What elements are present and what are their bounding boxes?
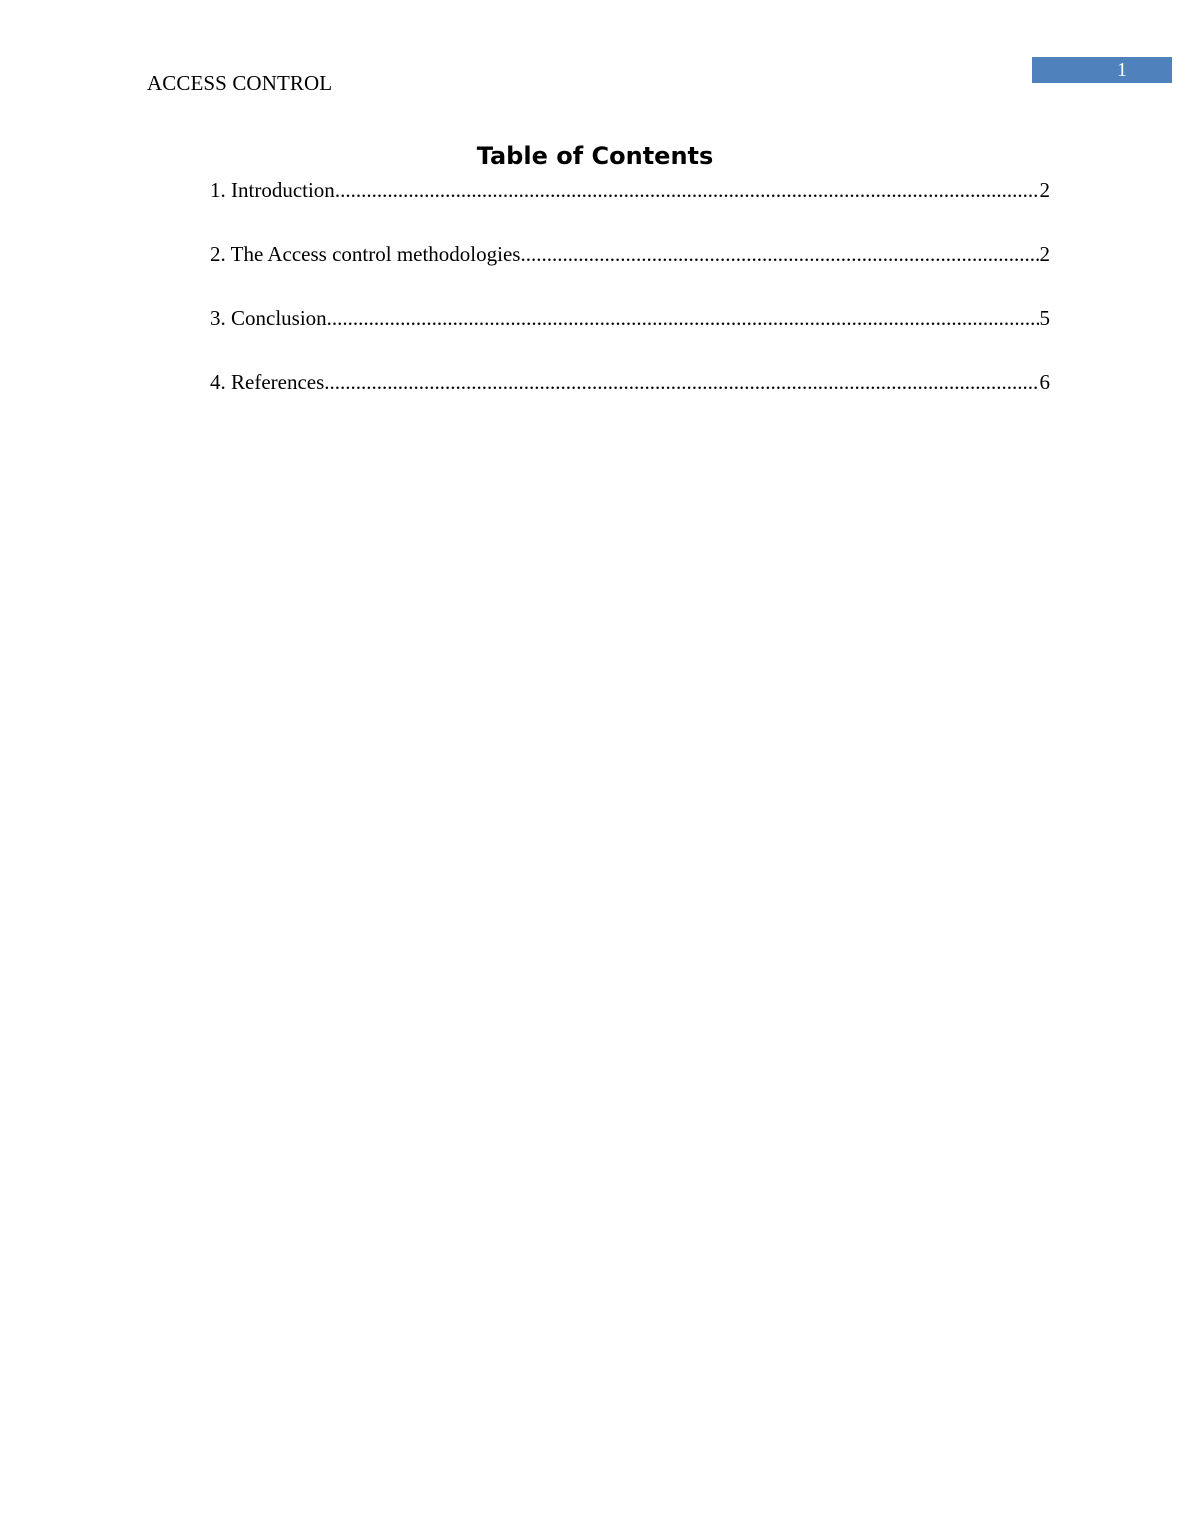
toc-entry-references[interactable] [210,369,1050,395]
toc-entry-methodologies[interactable] [210,241,1050,267]
page-number-badge [1032,57,1172,83]
table-of-contents [210,177,1050,433]
toc-entry-label: 1. Introduction [210,178,335,202]
toc-title: Table of Contents [476,142,714,170]
toc-entry-page: 6 [1039,370,1050,394]
toc-dot-leader [335,177,1039,203]
toc-entry-page: 2 [1039,242,1050,266]
running-head: ACCESS CONTROL [147,71,333,95]
toc-entry-conclusion[interactable] [210,305,1050,331]
toc-entry-label: 4. References [210,370,325,394]
toc-entry-page: 2 [1039,178,1050,202]
toc-dot-leader [520,241,1038,267]
toc-dot-leader [324,369,1038,395]
toc-dot-leader [327,305,1039,331]
toc-entry-label: 3. Conclusion [210,306,327,330]
toc-entry-page: 5 [1039,306,1050,330]
toc-entry-introduction[interactable] [210,177,1050,203]
page-number: 1 [1117,59,1127,81]
toc-entry-label: 2. The Access control methodologies [210,242,521,266]
